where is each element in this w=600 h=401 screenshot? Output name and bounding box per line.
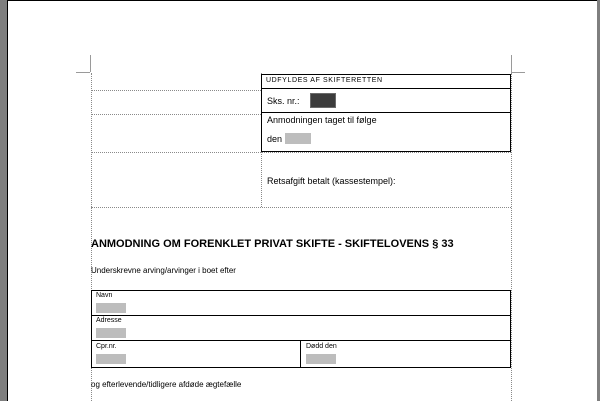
cpr-field[interactable] [96, 354, 126, 364]
court-box-border [261, 74, 511, 75]
deceased-table-border [300, 340, 301, 368]
table-gridline [91, 90, 261, 91]
deceased-table-border [91, 315, 511, 316]
court-box-border [261, 151, 511, 152]
court-box-border [510, 74, 511, 152]
court-box-border [261, 88, 511, 89]
court-box-border [261, 112, 511, 113]
court-fee-label: Retsafgift betalt (kassestempel): [267, 176, 396, 186]
case-number-label: Sks. nr.: [267, 96, 300, 106]
date-field[interactable] [285, 133, 311, 144]
court-box-border [261, 74, 262, 152]
deceased-table-border [510, 290, 511, 368]
deceased-table-border [91, 367, 511, 368]
deceased-table-border [91, 290, 92, 368]
address-field[interactable] [96, 328, 126, 338]
form-intro-text: Underskrevne arving/arvinger i boet efter [91, 266, 236, 275]
cpr-label: Cpr.nr. [96, 343, 117, 350]
table-gridline [91, 114, 261, 115]
case-number-field[interactable] [310, 93, 336, 108]
address-label: Adresse [96, 317, 122, 324]
table-gridline [91, 207, 511, 208]
crop-mark-top-left-h [76, 72, 90, 73]
court-box-header: UDFYLDES AF SKIFTERETTEN [266, 77, 383, 84]
name-label: Navn [96, 292, 113, 299]
crop-mark-top-right-h [511, 72, 525, 73]
date-of-death-field[interactable] [306, 354, 336, 364]
deceased-table-border [91, 290, 511, 291]
date-of-death-label: Dødd den [306, 343, 337, 350]
date-label: den [267, 134, 283, 144]
crop-mark-top-left-v [90, 55, 91, 72]
form-title: ANMODNING OM FORENKLET PRIVAT SKIFTE - SKIFTELOVENS § 33 [91, 238, 454, 250]
table-gridline [511, 73, 512, 401]
deceased-table-border [91, 340, 511, 341]
spouse-text: og efterlevende/tidligere afdøde ægtefælle [91, 380, 242, 389]
document-page [7, 0, 597, 401]
name-field[interactable] [96, 303, 126, 313]
request-granted-label: Anmodningen taget til følge [267, 115, 377, 125]
table-gridline [91, 152, 511, 153]
crop-mark-top-right-v [511, 55, 512, 72]
